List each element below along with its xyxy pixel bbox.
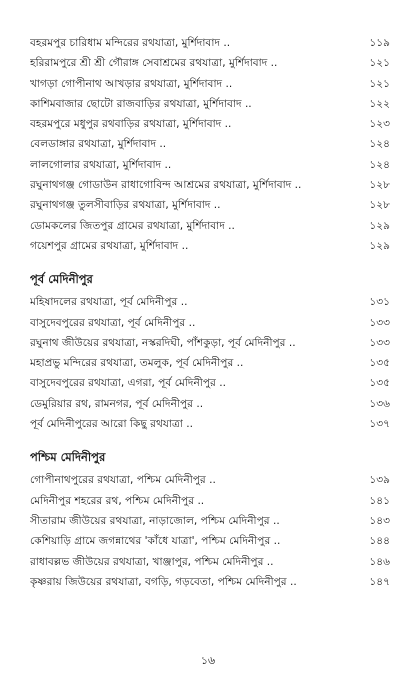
toc-entry [30,33,390,53]
entry-page: ১৩৭ [369,418,390,431]
entry-page: ১২২ [369,97,390,110]
toc-entry [30,195,390,215]
entry-title: মহাপ্রভু মন্দিরের রথযাত্রা, তমলুক, পূর্ব মেদিনীপুর .. [30,357,244,370]
entry-title: লালগোলার রথযাত্রা, মুর্শিদাবাদ .. [30,158,172,171]
toc-entry [30,511,390,531]
toc-entry [30,572,390,592]
entry-title: গোপীনাথপুরের রথযাত্রা, পশ্চিম মেদিনীপুর .. [30,474,216,487]
entry-page: ১৪৬ [369,555,390,568]
entry-page: ১২৮ [369,199,390,212]
toc-entry [30,175,390,195]
entry-title: কেশিয়াড়ি গ্রামে জগন্নাথের 'কাঁধে যাত্রা', পশ্চিম মেদিনীপুর .. [30,535,281,548]
entry-title: পূর্ব মেদিনীপুরের আরো কিছু রথযাত্রা .. [30,418,193,431]
toc-entry [30,531,390,551]
entry-title: রঘুনাথ জীউয়ের রথযাত্রা, নস্করদিঘী, পাঁশকুড়া, পূর্ব মেদিনীপুর .. [30,336,296,349]
toc-entry [30,470,390,490]
entry-title: সীতারাম জীউয়ের রথযাত্রা, নাড়াজোল, পশ্চিম মেদিনীপুর .. [30,514,280,527]
entry-page: ১৩৫ [369,377,390,390]
entry-title: রাধাবল্লভ জীউয়ের রথযাত্রা, খাঞ্জাপুর, পশ্চিম মেদিনীপুর .. [30,555,274,568]
entry-title: ডোমকলের জিতপুর গ্রামের রথযাত্রা, মুর্শিদাবাদ .. [30,219,235,232]
entry-page: ১৩৫ [369,357,390,370]
entry-title: কাশিমবাজার ছোটো রাজবাড়ির রথযাত্রা, মুর্শিদাবাদ .. [30,97,252,110]
entry-title: খাগড়া গোপীনাথ আখড়ার রথযাত্রা, মুর্শিদাবাদ .. [30,77,233,90]
toc-entry [30,292,390,312]
entry-title: মহিষাদলের রথযাত্রা, পূর্ব মেদিনীপুর .. [30,296,188,309]
entry-title: বহরমপুর চারিধাম মন্দিরের রথযাত্রা, মুর্শিদাবাদ .. [30,37,231,49]
toc-entry [30,114,390,134]
toc-entry [30,491,390,511]
page-number: ১৬ [200,654,216,667]
entry-page: ১২৯ [369,219,390,232]
entry-page: ১৪১ [369,494,390,507]
toc-entry [30,216,390,236]
toc-entry [30,53,390,73]
table-of-contents [30,33,390,592]
toc-section-paschim-medinipur [30,446,390,592]
entry-page: ১৩৩ [369,336,390,349]
entry-page: ১২৪ [369,158,390,171]
entry-page: ১২১ [369,57,390,70]
entry-title: কৃষ্ণরায় জিউয়ের রথযাত্রা, বগড়ি, গড়বেতা, পশ্চিম মেদিনীপুর .. [30,575,297,588]
toc-entry [30,134,390,154]
toc-entry [30,414,390,434]
entry-page: ১৪৭ [369,575,390,588]
entry-page: ১১৯ [369,37,390,49]
toc-section-murshidabad [30,33,390,256]
entry-page: ১২৯ [369,239,390,252]
toc-entry [30,74,390,94]
section-heading: পূর্ব মেদিনীপুর [30,272,93,287]
entry-page: ১৩৯ [369,474,390,487]
entry-title: বেলডাঙ্গার রথযাত্রা, মুর্শিদাবাদ .. [30,138,167,151]
entry-page: ১২৩ [369,118,390,131]
entry-page: ১৪৩ [369,514,390,527]
entry-title: রঘুনাথগঞ্জ তুলসীবাড়ির রথযাত্রা, মুর্শিদাবাদ .. [30,199,221,212]
toc-entry [30,373,390,393]
entry-title: রঘুনাথগঞ্জ গোডাউন রাধাগোবিন্দ আশ্রমের রথযাত্রা, মুর্শিদাবাদ .. [30,179,302,192]
entry-page: ১৩১ [369,296,390,309]
toc-section-purba-medinipur [30,268,390,434]
entry-title: মেদিনীপুর শহরের রথ, পশ্চিম মেদিনীপুর .. [30,494,205,507]
entry-title: বাসুদেবপুরের রথযাত্রা, পূর্ব মেদিনীপুর .. [30,316,196,329]
entry-page: ১৩৩ [369,316,390,329]
entry-title: বহরমপুরে মধুপুর রথবাড়ির রথযাত্রা, মুর্শিদাবাদ .. [30,118,232,131]
toc-entry [30,94,390,114]
entry-title: ডেমুরিয়ার রথ, রামনগর, পূর্ব মেদিনীপুর .. [30,397,204,410]
entry-page: ১২৪ [369,138,390,151]
entry-title: হরিরামপুরে শ্রী শ্রী গৌরাঙ্গ সেবাশ্রমের রথযাত্রা, মুর্শিদাবাদ .. [30,57,278,70]
entry-page: ১২১ [369,77,390,90]
toc-entry [30,236,390,256]
toc-entry [30,552,390,572]
section-heading: পশ্চিম মেদিনীপুর [30,450,106,465]
entry-title: বাসুদেবপুরের রথযাত্রা, এগরা, পূর্ব মেদিনীপুর .. [30,377,226,390]
entry-title: গয়েশপুর গ্রামের রথযাত্রা, মুর্শিদাবাদ .. [30,239,189,252]
toc-entry [30,155,390,175]
entry-page: ১২৮ [369,179,390,192]
toc-entry [30,353,390,373]
entry-page: ১৪৪ [369,535,390,548]
toc-entry [30,394,390,414]
toc-entry [30,333,390,353]
entry-page: ১৩৬ [369,397,390,410]
toc-entry [30,313,390,333]
